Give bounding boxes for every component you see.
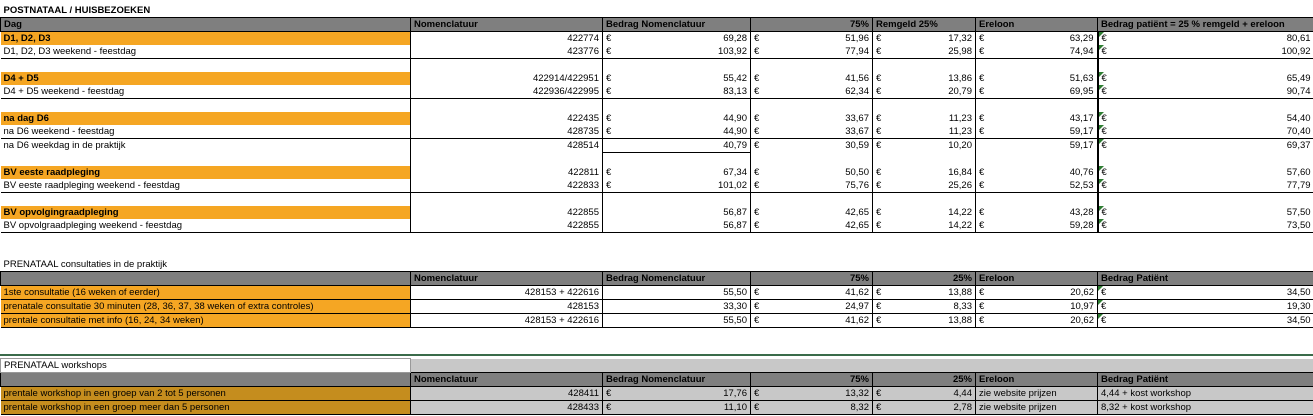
table-row: 1ste consultatie (16 weken of eerder) 428153 + 422616 55,50 € 41,62 € 13,88 € 20,62 € 34,50 — [1, 286, 1313, 300]
remgeld-cell: 25,26 — [948, 180, 972, 191]
ereloon-cell: zie website prijzen — [976, 401, 1098, 415]
patient-cell: 8,32 + kost workshop — [1098, 401, 1313, 415]
row-label: D4 + D5 weekend - feestdag — [1, 85, 411, 99]
row-label: na D6 weekend - feestdag — [1, 125, 411, 139]
table-row: BV opvolgraadpleging weekend - feestdag 422855 56,87 € 42,65 € 14,22 € 59,28 € 73,50 — [1, 219, 1313, 233]
row-code: 422774 — [411, 32, 603, 46]
bedrag-cell: 56,87 — [723, 207, 747, 218]
header-cell: 25% — [873, 373, 976, 387]
patient-cell: 19,30 — [1286, 301, 1311, 312]
table-row: D1, D2, D3 422774 € 69,28 € 51,96 € 17,32 € 63,29 € 80,61 — [1, 32, 1313, 46]
section-divider — [0, 354, 1313, 356]
table-header — [1, 18, 1313, 32]
row-label: 1ste consultatie (16 weken of eerder) — [1, 286, 411, 300]
bedrag-cell: 56,87 — [723, 220, 747, 231]
table-row: BV opvolgingraadpleging 422855 56,87 € 42,65 € 14,22 € 43,28 € 57,50 — [1, 206, 1313, 219]
p75-cell: 62,34 — [845, 86, 869, 97]
p75-cell: 42,65 — [845, 220, 869, 231]
row-code: 423776 — [411, 45, 603, 59]
ereloon-cell: 59,17 — [1069, 126, 1094, 137]
p25-cell: 13,88 — [948, 287, 972, 298]
row-code: 428514 — [411, 139, 603, 153]
row-code: 422936/422995 — [411, 85, 603, 99]
header-cell: Ereloon — [976, 272, 1098, 286]
row-code: 422855 — [411, 219, 603, 233]
section-title-workshops: PRENATAAL workshops — [1, 359, 411, 373]
patient-cell: 34,50 — [1286, 287, 1311, 298]
section-title-consultaties: PRENATAAL consultaties in de praktijk — [3, 259, 168, 270]
prenataal-consultaties-table — [0, 258, 1313, 328]
table-row: prentale workshop in een groep van 2 tot 5 personen 428411 € 17,76 € 13,32 € 4,44 zie website prijzen 4,44 + kost workshop — [1, 387, 1313, 401]
row-code: 422435 — [411, 112, 603, 125]
row-code: 422914/422951 — [411, 72, 603, 85]
postnataal-table — [0, 4, 1313, 233]
remgeld-cell: 10,20 — [948, 140, 972, 152]
header-cell: Nomenclatuur — [411, 18, 603, 32]
p75-cell: 41,56 — [845, 73, 869, 84]
header-cell: Nomenclatuur — [411, 373, 603, 387]
p25-cell: 8,33 — [953, 301, 972, 312]
patient-cell: 69,37 — [1286, 140, 1311, 152]
header-cell: Bedrag Nomenclatuur — [603, 18, 751, 32]
header-cell: Ereloon — [976, 18, 1098, 32]
header-cell: 75% — [751, 272, 873, 286]
row-code: 428411 — [411, 387, 603, 401]
row-code: 428153 — [411, 300, 603, 314]
table-header — [1, 373, 1313, 387]
ereloon-cell: zie website prijzen — [976, 387, 1098, 401]
patient-cell: 54,40 — [1286, 113, 1311, 124]
p75-cell: 51,96 — [845, 33, 869, 44]
row-code: 422833 — [411, 179, 603, 193]
patient-cell: 65,49 — [1286, 73, 1311, 84]
patient-cell: 57,60 — [1286, 167, 1311, 178]
header-cell: Ereloon — [976, 373, 1098, 387]
bedrag-cell: 103,92 — [717, 46, 747, 57]
section-title-postnataal: POSTNATAAL / HUISBEZOEKEN — [3, 5, 151, 16]
header-cell: Bedrag Patiënt — [1098, 373, 1313, 387]
table-row: prentale workshop in een groep meer dan 5 personen 428433 € 11,10 € 8,32 € 2,78 zie website prijzen 8,32 + kost workshop — [1, 401, 1313, 415]
row-label: prentale workshop in een groep meer dan 5 personen — [1, 401, 411, 415]
table-row: na D6 weekend - feestdag 428735 € 44,90 € 33,67 € 11,23 € 59,17 € 70,40 — [1, 125, 1313, 139]
row-label: na dag D6 — [1, 112, 411, 125]
p75-cell: 42,65 — [845, 207, 869, 218]
p75-cell: 77,94 — [845, 46, 869, 57]
patient-cell: 73,50 — [1286, 220, 1311, 231]
bedrag-cell: 69,28 — [723, 33, 747, 44]
table-row: D1, D2, D3 weekend - feestdag 423776 € 103,92 € 77,94 € 25,98 € 74,94 € 100,92 — [1, 45, 1313, 59]
header-cell: Remgeld 25% — [873, 18, 976, 32]
row-label: BV opvolgraadpleging weekend - feestdag — [1, 219, 411, 233]
row-label: D1, D2, D3 — [1, 32, 411, 46]
remgeld-cell: 11,23 — [948, 113, 972, 124]
p75-cell: 41,62 — [845, 315, 869, 326]
p75-cell: 41,62 — [845, 287, 869, 298]
patient-cell: 77,79 — [1286, 180, 1311, 191]
table-header — [1, 272, 1313, 286]
bedrag-cell: 44,90 — [723, 126, 747, 137]
ereloon-cell: 52,53 — [1069, 180, 1094, 191]
patient-cell: 80,61 — [1286, 33, 1311, 44]
row-label: prenatale consultatie 30 minuten (28, 36, 37, 38 weken of extra controles) — [1, 300, 411, 314]
row-label: prentale workshop in een groep van 2 tot 5 personen — [1, 387, 411, 401]
header-cell: Bedrag Patiënt — [1098, 272, 1313, 286]
table-row: prenatale consultatie 30 minuten (28, 36, 37, 38 weken of extra controles) 428153 33,30 € 24,97 € 8,33 € 10,97 € 19,30 — [1, 300, 1313, 314]
bedrag-cell: 33,30 — [723, 301, 747, 312]
ereloon-cell: 20,62 — [1070, 287, 1094, 298]
header-cell: Nomenclatuur — [411, 272, 603, 286]
header-cell — [1, 373, 411, 387]
title-fill — [411, 359, 1313, 373]
p75-cell: 13,32 — [845, 388, 869, 399]
header-cell: 25% — [873, 272, 976, 286]
p75-cell: 75,76 — [845, 180, 869, 191]
prenataal-workshops-table — [0, 358, 1313, 415]
table-row: D4 + D5 weekend - feestdag 422936/422995 € 83,13 € 62,34 € 20,79 € 69,95 € 90,74 — [1, 85, 1313, 99]
row-label: prentale consultatie met info (16, 24, 34 weken) — [1, 314, 411, 328]
patient-cell: 70,40 — [1286, 126, 1311, 137]
row-label: BV eeste raadpleging — [1, 166, 411, 179]
ereloon-cell: 59,17 — [1069, 140, 1094, 152]
header-cell: Bedrag Nomenclatuur — [603, 373, 751, 387]
table-row: BV eeste raadpleging weekend - feestdag 422833 € 101,02 € 75,76 € 25,26 € 52,53 € 77,79 — [1, 179, 1313, 193]
row-label: BV eeste raadpleging weekend - feestdag — [1, 179, 411, 193]
p25-cell: 4,44 — [953, 388, 972, 399]
bedrag-cell: 17,76 — [723, 388, 747, 399]
ereloon-cell: 40,76 — [1069, 167, 1094, 178]
bedrag-cell: 55,50 — [723, 287, 747, 298]
remgeld-cell: 14,22 — [948, 220, 972, 231]
spacer-row — [1, 59, 1313, 73]
bedrag-cell: 55,42 — [723, 73, 747, 84]
remgeld-cell: 13,86 — [948, 73, 972, 84]
remgeld-cell: 11,23 — [948, 126, 972, 137]
remgeld-cell: 16,84 — [948, 167, 972, 178]
patient-cell: 90,74 — [1286, 86, 1311, 97]
ereloon-cell: 74,94 — [1069, 46, 1094, 57]
patient-cell: 100,92 — [1281, 46, 1311, 57]
remgeld-cell: 25,98 — [948, 46, 972, 57]
header-cell — [1, 272, 411, 286]
p75-cell: 30,59 — [845, 140, 869, 152]
p25-cell: 2,78 — [953, 402, 972, 413]
table-row: na dag D6 422435 € 44,90 € 33,67 € 11,23 € 43,17 € 54,40 — [1, 112, 1313, 125]
row-code: 422811 — [411, 166, 603, 179]
remgeld-cell: 20,79 — [948, 86, 972, 97]
row-label: D4 + D5 — [1, 72, 411, 85]
p75-cell: 50,50 — [845, 167, 869, 178]
p75-cell: 33,67 — [845, 126, 869, 137]
p75-cell: 8,32 — [850, 402, 869, 413]
patient-cell: 34,50 — [1286, 315, 1311, 326]
remgeld-cell: 17,32 — [948, 33, 972, 44]
header-cell: 75% — [751, 18, 873, 32]
p25-cell: 13,88 — [948, 315, 972, 326]
ereloon-cell: 69,95 — [1069, 86, 1094, 97]
row-code: 428735 — [411, 125, 603, 139]
bedrag-cell: 55,50 — [723, 315, 747, 326]
row-code: 422855 — [411, 206, 603, 219]
header-cell: Bedrag patiënt = 25 % remgeld + ereloon — [1098, 18, 1313, 32]
table-row: prentale consultatie met info (16, 24, 34 weken) 428153 + 422616 55,50 € 41,62 € 13,88 € 20,62 € 34,50 — [1, 314, 1313, 328]
spacer-row — [1, 99, 1313, 113]
bedrag-cell: 101,02 — [717, 180, 747, 191]
bedrag-cell: 40,79 — [723, 140, 747, 151]
ereloon-cell: 59,28 — [1069, 220, 1094, 231]
ereloon-cell: 63,29 — [1069, 33, 1094, 44]
patient-cell: 4,44 + kost workshop — [1098, 387, 1313, 401]
p75-cell: 24,97 — [845, 301, 869, 312]
ereloon-cell: 43,17 — [1069, 113, 1094, 124]
spacer-row — [1, 193, 1313, 207]
bedrag-cell: 67,34 — [723, 167, 747, 178]
ereloon-cell: 43,28 — [1069, 207, 1094, 218]
table-row: BV eeste raadpleging 422811 € 67,34 € 50,50 € 16,84 € 40,76 € 57,60 — [1, 166, 1313, 179]
row-label: D1, D2, D3 weekend - feestdag — [1, 45, 411, 59]
header-cell: 75% — [751, 373, 873, 387]
row-label: na D6 weekdag in de praktijk — [3, 140, 126, 152]
header-cell: Dag — [1, 18, 411, 32]
row-code: 428153 + 422616 — [411, 314, 603, 328]
row-code: 428433 — [411, 401, 603, 415]
patient-cell: 57,50 — [1286, 207, 1311, 218]
p75-cell: 33,67 — [845, 113, 869, 124]
table-row: D4 + D5 422914/422951 € 55,42 € 41,56 € 13,86 € 51,63 € 65,49 — [1, 72, 1313, 85]
remgeld-cell: 14,22 — [948, 207, 972, 218]
bedrag-cell: 11,10 — [723, 402, 747, 413]
ereloon-cell: 10,97 — [1070, 301, 1094, 312]
ereloon-cell: 20,62 — [1070, 315, 1094, 326]
bedrag-cell: 83,13 — [723, 86, 747, 97]
spacer-row — [1, 153, 1313, 167]
row-label: BV opvolgingraadpleging — [1, 206, 411, 219]
bedrag-cell: 44,90 — [723, 113, 747, 124]
table-row: na D6 weekdag in de praktijk 428514 40,79 € 30,59 € 10,20 59,17 € 69,37 — [1, 139, 1313, 153]
row-code: 428153 + 422616 — [411, 286, 603, 300]
ereloon-cell: 51,63 — [1069, 73, 1094, 84]
header-cell: Bedrag Nomenclatuur — [603, 272, 751, 286]
